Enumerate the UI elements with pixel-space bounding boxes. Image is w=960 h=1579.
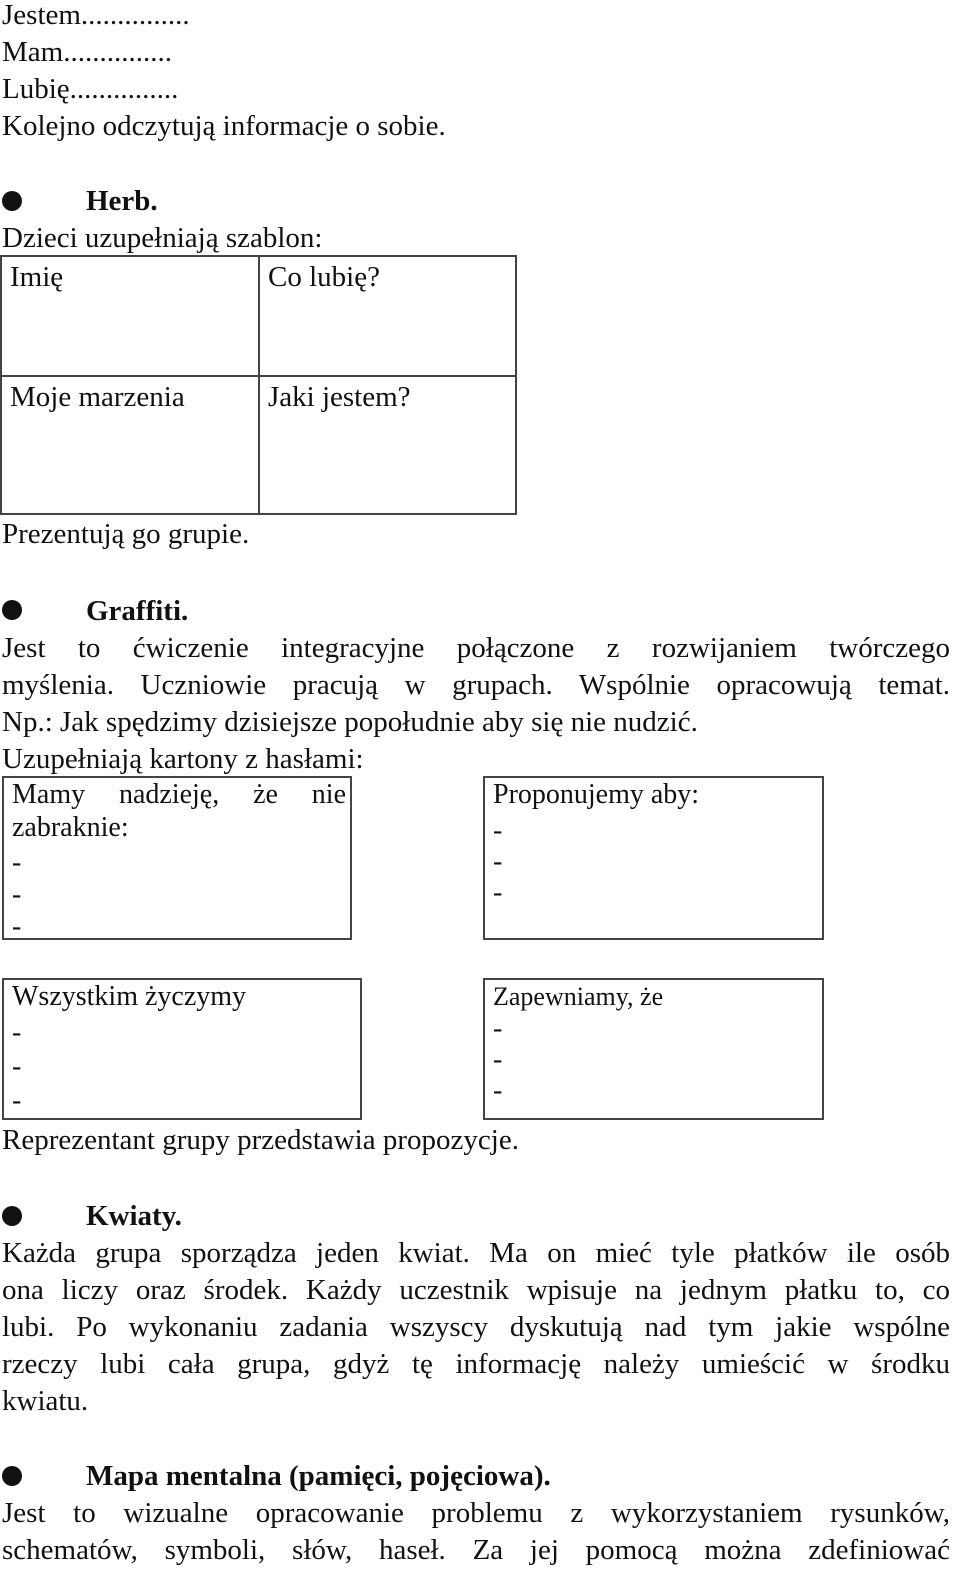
paragraph-line: Jest to wizualne opracowanie problemu z wykorzystaniem rysunków, bbox=[2, 1497, 950, 1529]
cards-intro: Uzupełniają kartony z hasłami: bbox=[2, 743, 364, 775]
bullet-icon bbox=[2, 1206, 22, 1226]
bullet-icon bbox=[2, 1466, 22, 1486]
intro-line: Kolejno odczytują informacje o sobie. bbox=[2, 110, 446, 142]
intro-line: Mam............... bbox=[2, 36, 172, 68]
graffiti-outro: Reprezentant grupy przedstawia propozycje. bbox=[2, 1124, 519, 1156]
card-title: zabraknie: bbox=[12, 812, 129, 843]
card-dash: - bbox=[12, 879, 22, 910]
card-dash: - bbox=[493, 877, 503, 908]
paragraph-line: Jest to ćwiczenie integracyjne połączone z rozwijaniem twórczego bbox=[2, 632, 950, 664]
intro-line: Jestem............... bbox=[2, 0, 190, 31]
card-dash: - bbox=[493, 1075, 503, 1106]
card-dash: - bbox=[493, 1044, 503, 1075]
herb-cell bbox=[258, 255, 517, 377]
herb-cell bbox=[258, 375, 517, 515]
herb-cell bbox=[0, 375, 260, 515]
section-heading-herb: Herb. bbox=[86, 185, 158, 217]
card-dash: - bbox=[12, 1017, 22, 1048]
herb-intro: Dzieci uzupełniają szablon: bbox=[2, 222, 323, 254]
card-dash: - bbox=[493, 846, 503, 877]
card-title: Wszystkim życzymy bbox=[12, 981, 247, 1012]
paragraph-line: Każda grupa sporządza jeden kwiat. Ma on mieć tyle płatków ile osób bbox=[2, 1237, 950, 1269]
herb-outro: Prezentują go grupie. bbox=[2, 518, 250, 550]
card-dash: - bbox=[12, 1051, 22, 1082]
bullet-icon bbox=[2, 600, 22, 620]
card-dash: - bbox=[493, 815, 503, 846]
paragraph-line: Np.: Jak spędzimy dzisiejsze popołudnie aby się nie nudzić. bbox=[2, 706, 698, 738]
card-dash: - bbox=[12, 911, 22, 942]
bullet-icon bbox=[2, 191, 22, 211]
card-box bbox=[483, 978, 824, 1120]
card-box bbox=[483, 776, 824, 940]
paragraph-line: rzeczy lubi cała grupa, gdyż tę informację należy umieścić w środku bbox=[2, 1348, 950, 1380]
card-box bbox=[2, 776, 352, 940]
paragraph-line: schematów, symboli, słów, haseł. Za jej pomocą można zdefiniować bbox=[2, 1534, 950, 1566]
card-dash: - bbox=[493, 1013, 503, 1044]
section-heading-mapa: Mapa mentalna (pamięci, pojęciowa). bbox=[86, 1460, 551, 1492]
paragraph-line: kwiatu. bbox=[2, 1385, 89, 1417]
card-title: Mamy nadzieję, że nie bbox=[12, 779, 346, 810]
herb-cell-label: Co lubię? bbox=[268, 261, 380, 293]
card-title: Proponujemy aby: bbox=[493, 779, 700, 810]
paragraph-line: ona liczy oraz środek. Każdy uczestnik wpisuje na jednym płatku to, co bbox=[2, 1274, 950, 1306]
herb-cell-label: Jaki jestem? bbox=[268, 381, 411, 413]
intro-line: Lubię............... bbox=[2, 73, 179, 105]
paragraph-line: lubi. Po wykonaniu zadania wszyscy dyskutują nad tym jakie wspólne bbox=[2, 1311, 950, 1343]
card-title: Zapewniamy, że bbox=[493, 982, 664, 1011]
card-dash: - bbox=[12, 847, 22, 878]
herb-cell-label: Imię bbox=[10, 261, 64, 293]
card-box bbox=[2, 978, 362, 1120]
card-dash: - bbox=[12, 1085, 22, 1116]
herb-cell bbox=[0, 255, 260, 377]
section-heading-graffiti: Graffiti. bbox=[86, 595, 189, 627]
paragraph-line: myślenia. Uczniowie pracują w grupach. Wspólnie opracowują temat. bbox=[2, 669, 950, 701]
herb-cell-label: Moje marzenia bbox=[10, 381, 185, 413]
section-heading-kwiaty: Kwiaty. bbox=[86, 1200, 182, 1232]
